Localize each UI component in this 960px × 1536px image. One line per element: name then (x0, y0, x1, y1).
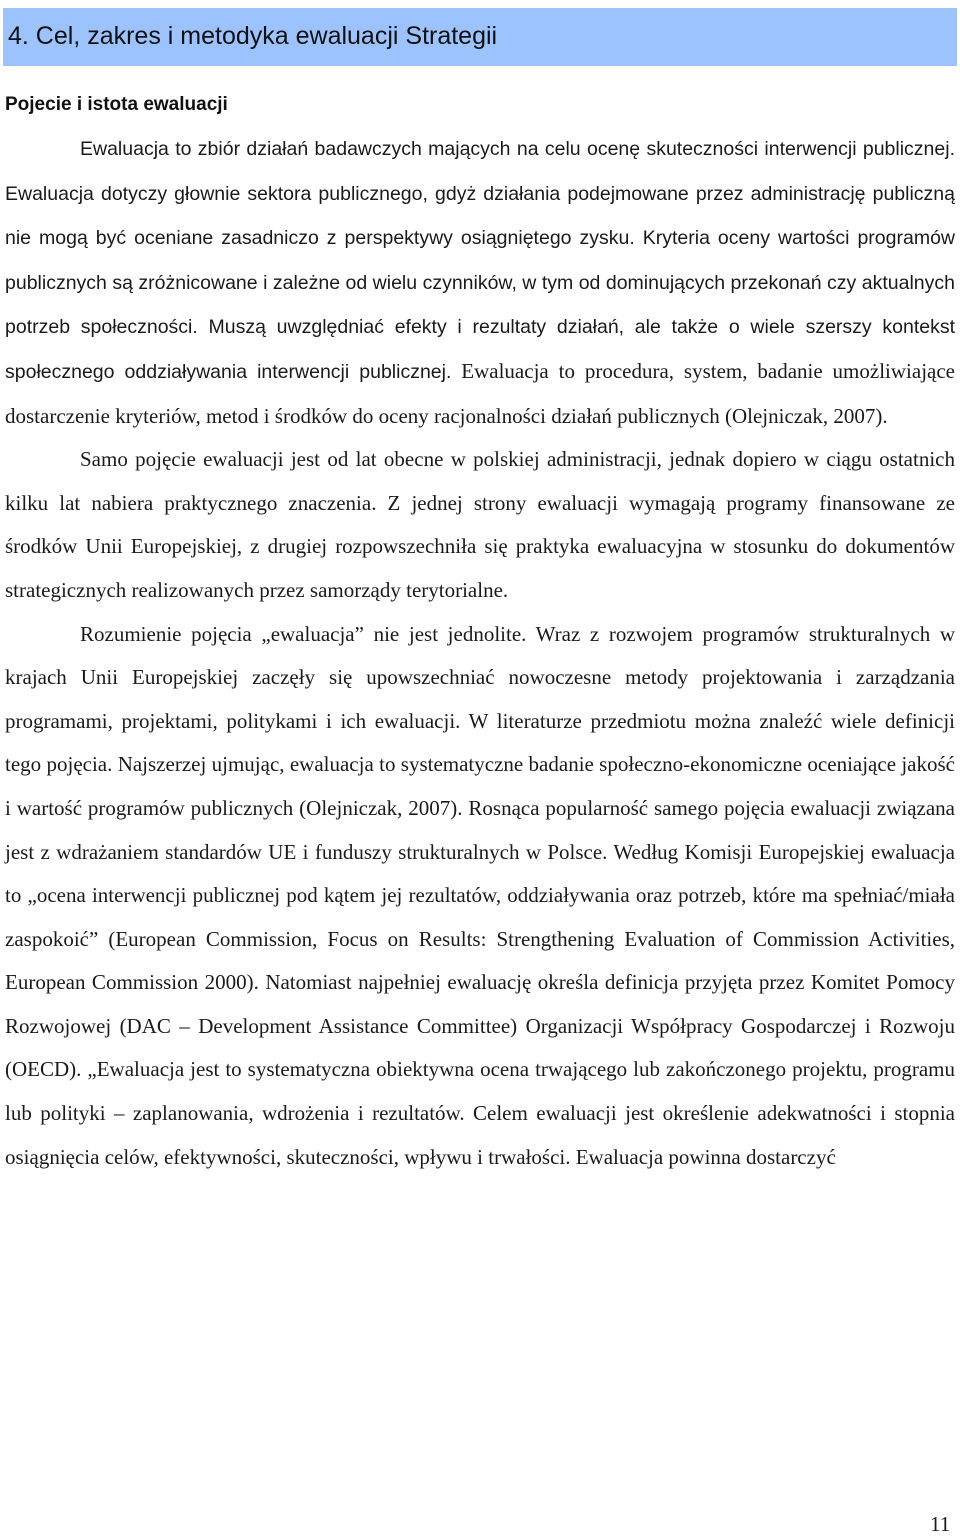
paragraph-1-run-2: Ewaluacja to procedura, system, badanie umożliwiające dostarczenie kryteriów, metod i środków do oceny racjonalności działań publicznych (Olejniczak, 2007). (5, 358, 955, 428)
paragraph-1 (5, 127, 955, 438)
paragraph-2 (5, 438, 955, 612)
body-text (5, 127, 955, 1179)
paragraph-3 (5, 613, 955, 1180)
paragraph-2-run-1: Samo pojęcie ewaluacji jest od lat obecne w polskiej administracji, jednak dopiero w ciągu ostatnich kilku lat nabiera praktycznego znaczenia. Z jednej strony ewaluacji wymagają programy finansowane ze środków Unii Europejskiej, z drugiej rozpowszechniła się praktyka ewaluacyjna w stosunku do dokumentów strategicznych realizowanych przez samorządy terytorialne. (5, 447, 955, 602)
page-number: 11 (930, 1512, 951, 1536)
section-heading: 4. Cel, zakres i metodyka ewaluacji Strategii (3, 8, 957, 66)
subsection-heading: Pojecie i istota ewaluacji (5, 94, 228, 115)
paragraph-1-run-1: Ewaluacja to zbiór działań badawczych mających na celu ocenę skuteczności interwencji publicznej. Ewaluacja dotyczy głownie sektora publicznego, gdyż działania podejmowane przez administrację publiczną nie mogą być oceniane zasadniczo z perspektywy osiągniętego zysku. Kryteria oceny wartości programów publicznych są zróżnicowane i zależne od wielu czynników, w tym od dominujących przekonań czy aktualnych potrzeb społeczności. Muszą uwzględniać efekty i rezultaty działań, ale także o wiele szerszy kontekst społecznego oddziaływania interwencji publicznej. (5, 138, 955, 383)
paragraph-3-run-1: Rozumienie pojęcia „ewaluacja” nie jest jednolite. Wraz z rozwojem programów strukturalnych w krajach Unii Europejskiej zaczęły się upowszechniać nowoczesne metody projektowania i zarządzania programami, projektami, politykami i ich ewaluacji. W literaturze przedmiotu można znaleźć wiele definicji tego pojęcia. Najszerzej ujmując, ewaluacja to systematyczne badanie społeczno-ekonomiczne oceniające jakość i wartość programów publicznych (Olejniczak, 2007). Rosnąca popularność samego pojęcia ewaluacji związana jest z wdrażaniem standardów UE i funduszy strukturalnych w Polsce. Według Komisji Europejskiej ewaluacja to „ocena interwencji publicznej pod kątem jej rezultatów, oddziaływania oraz potrzeb, które ma spełniać/miała zaspokoić” (European Commission, Focus on Results: Strengthening Evaluation of Commission Activities, European Commission 2000). Natomiast najpełniej ewaluację określa definicja przyjęta przez Komitet Pomocy Rozwojowej (DAC – Development Assistance Committee) Organizacji Współpracy Gospodarczej i Rozwoju (OECD). „Ewaluacja jest to systematyczna obiektywna ocena trwającego lub zakończonego projektu, programu lub polityki – zaplanowania, wdrożenia i rezultatów. Celem ewaluacji jest określenie adekwatności i stopnia osiągnięcia celów, efektywności, skuteczności, wpływu i trwałości. Ewaluacja powinna dostarczyć (5, 621, 955, 1169)
